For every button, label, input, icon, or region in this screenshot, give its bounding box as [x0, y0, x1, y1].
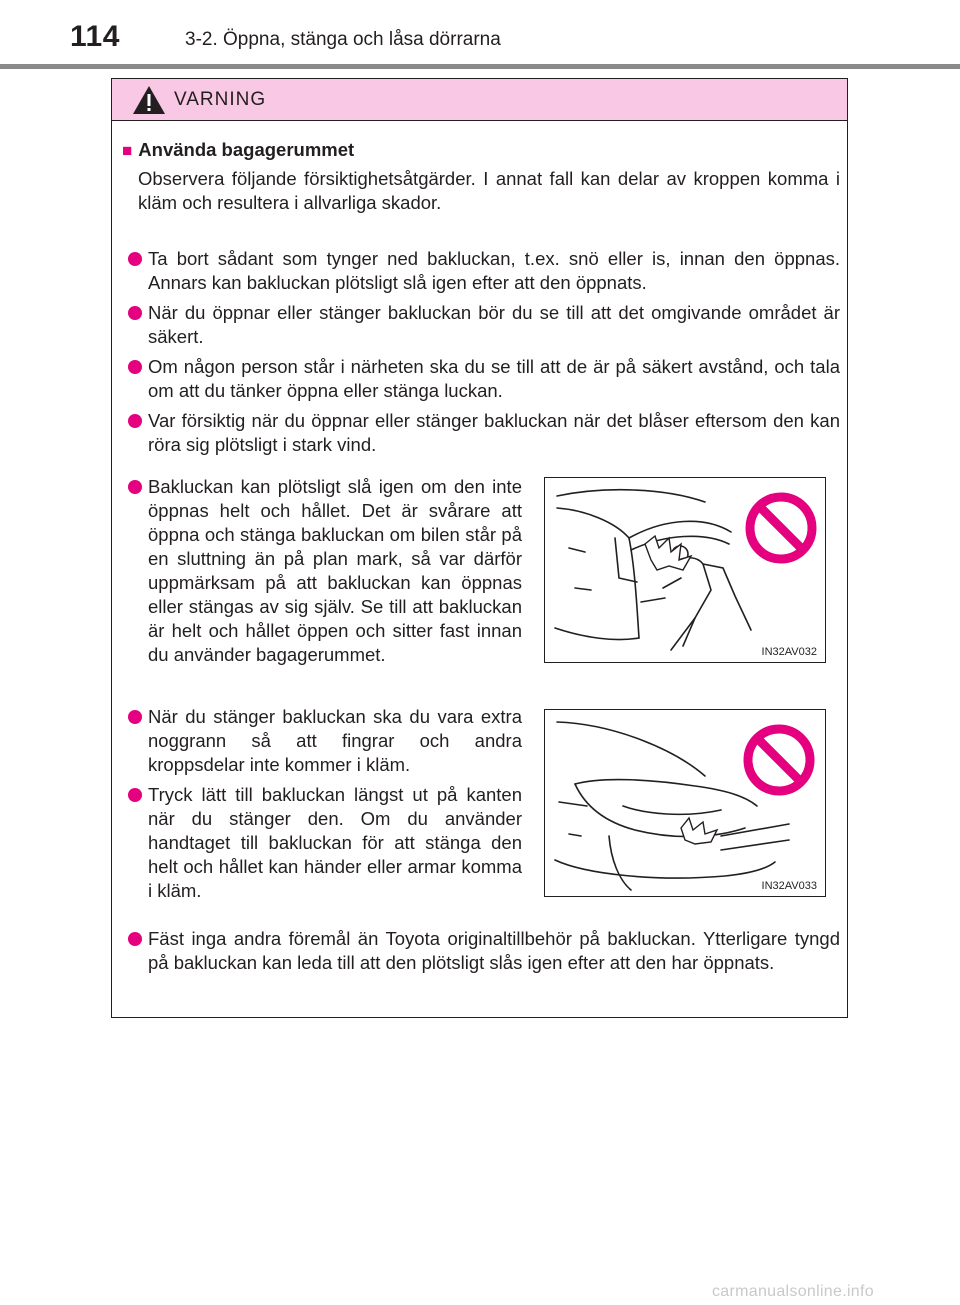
bullet-dot-icon [128, 414, 142, 428]
bullet-dot-icon [128, 480, 142, 494]
list-item-text: Var försiktig när du öppnar eller stänger bakluckan när det blåser eftersom den kan röra sig plötsligt i stark vind. [148, 410, 840, 455]
figure-trunk-open [544, 477, 826, 663]
warning-box [111, 78, 848, 1018]
list-item-text: När du öppnar eller stänger bakluckan bör du se till att det omgivande området är säkert. [148, 302, 840, 347]
header-divider [0, 64, 960, 69]
bullet-dot-icon [128, 788, 142, 802]
figure-code: IN32AV032 [761, 646, 817, 658]
warning-label: VARNING [174, 89, 267, 110]
bullet-dot-icon [128, 252, 142, 266]
bullet-dot-icon [128, 306, 142, 320]
prohibition-icon [748, 729, 810, 791]
list-item-text: När du stänger bakluckan ska du vara extra noggrann så att fingrar och andra kroppsdelar inte kommer i kläm. [148, 706, 522, 775]
prohibition-icon [750, 497, 812, 559]
subheading-text: Använda bagagerummet [138, 139, 355, 160]
list-item-text: Om någon person står i närheten ska du se till att de är på säkert avstånd, och tala om att du tänker öppna eller stänga luckan. [148, 356, 840, 401]
trunk-open-illustration [545, 478, 827, 664]
intro-text: Observera följande försiktighetsåtgärder. I annat fall kan delar av kroppen komma i kläm och resultera i allvarliga skador. [138, 168, 840, 213]
bullet-dot-icon [128, 710, 142, 724]
figure-code: IN32AV033 [761, 880, 817, 892]
page-number: 114 [70, 20, 120, 53]
figure-trunk-closing [544, 709, 826, 897]
bullet-dot-icon [128, 360, 142, 374]
warning-header [112, 79, 847, 121]
list-item-text: Ta bort sådant som tynger ned bakluckan, t.ex. snö eller is, innan den öppnas. Annars kan bakluckan plötsligt slå igen efter att den öppnats. [148, 248, 840, 293]
bullet-dot-icon [128, 932, 142, 946]
list-item-text: Bakluckan kan plötsligt slå igen om den inte öppnas helt och hållet. Det är svårare att öppna och stänga bakluckan om bilen står på en sluttning än på plan mark, så var därför uppmärksam på att bakluckan kan öppnas eller stängas av sig själv. Se till att bakluckan är helt och hållet öppen och sitter fast innan du använder bagagerummet. [148, 476, 522, 665]
warning-triangle-icon [132, 85, 166, 115]
subheading [122, 139, 354, 161]
section-title: 3-2. Öppna, stänga och låsa dörrarna [185, 29, 501, 50]
list-item-text: Fäst inga andra föremål än Toyota originaltillbehör på bakluckan. Ytterligare tyngd på bakluckan kan leda till att den plötsligt slås igen efter att den har öppnats. [148, 928, 840, 973]
square-bullet-icon: ■ [122, 141, 133, 160]
list-item-text: Tryck lätt till bakluckan längst ut på kanten när du stänger den. Om du använder handtaget till bakluckan för att stänga den helt och hållet kan händer eller armar komma i kläm. [148, 784, 522, 901]
watermark: carmanualsonline.info [712, 1283, 874, 1300]
trunk-closing-illustration [545, 710, 827, 898]
